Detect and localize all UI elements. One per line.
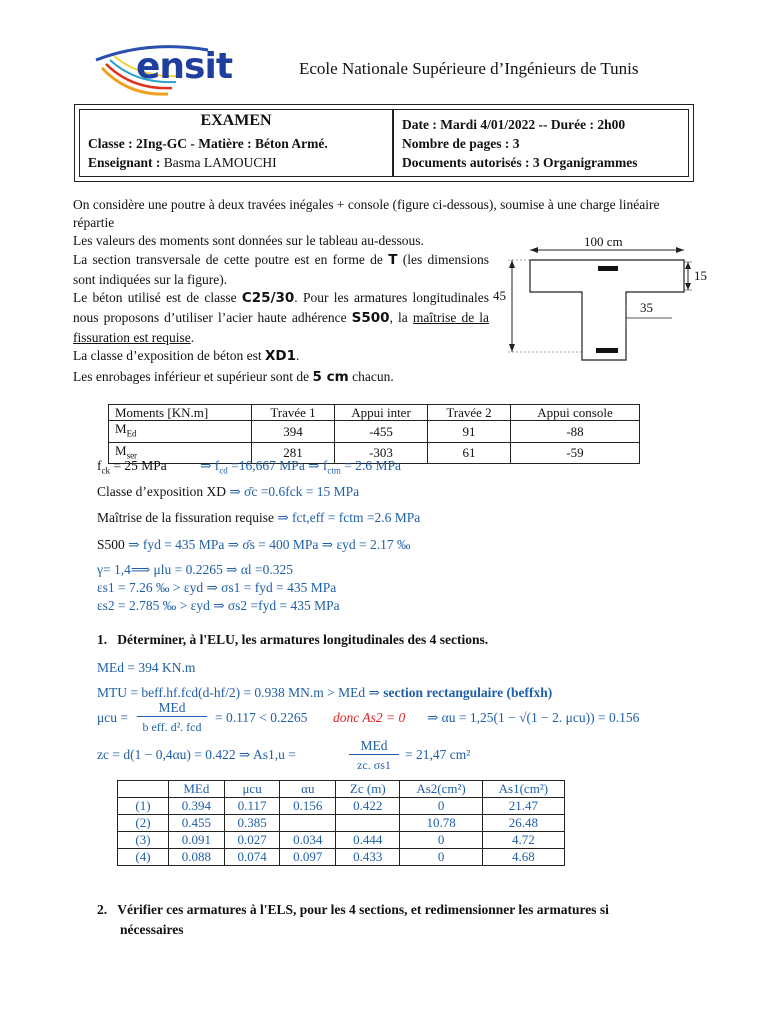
exam-docs: Documents autorisés : 3 Organigrammes xyxy=(402,155,638,170)
results-col-header: μcu xyxy=(224,781,280,798)
table-cell: 0.117 xyxy=(224,798,280,815)
question-1: 1. Déterminer, à l'ELU, les armatures longitudinales des 4 sections. xyxy=(97,632,489,647)
table-cell: 0.455 xyxy=(169,815,225,832)
table-cell: -455 xyxy=(335,421,428,443)
table-cell xyxy=(336,815,400,832)
table-row xyxy=(118,832,565,849)
table-cell: 0.074 xyxy=(224,849,280,866)
table-cell: 0.027 xyxy=(224,832,280,849)
exam-enseignant: Enseignant : Basma LAMOUCHI xyxy=(88,155,277,170)
intro-p2: Les valeurs des moments sont données sur le tableau au-dessous. xyxy=(73,233,424,248)
table-cell: 0.444 xyxy=(336,832,400,849)
table-cell: 0.034 xyxy=(280,832,336,849)
table-row xyxy=(109,421,640,443)
table-cell: -59 xyxy=(511,442,640,464)
calc-fissuration: Maîtrise de la fissuration requise ⇒ fct,eff = fctm =2.6 MPa xyxy=(97,510,421,525)
results-col-header: MEd xyxy=(169,781,225,798)
table-cell: (2) xyxy=(118,815,169,832)
table-cell: 0 xyxy=(400,849,482,866)
calc-gamma: γ= 1,4⟹ μlu = 0.2265 ⇒ αl =0.325 xyxy=(97,562,294,577)
t-section-drawing xyxy=(488,236,708,366)
table-cell: 0.156 xyxy=(280,798,336,815)
table-cell: 26.48 xyxy=(482,815,564,832)
results-col-header xyxy=(118,781,169,798)
moments-col-header: Moments [KN.m] xyxy=(109,405,252,421)
calc-es1: εs1 = 7.26 ‰ > εyd ⇒ σs1 = fyd = 435 MPa xyxy=(97,580,337,595)
table-cell: (1) xyxy=(118,798,169,815)
table-cell: 0.088 xyxy=(169,849,225,866)
school-name: Ecole Nationale Supérieure d’Ingénieurs de Tunis xyxy=(299,59,639,78)
table-cell: 10.78 xyxy=(400,815,482,832)
table-cell: 0.091 xyxy=(169,832,225,849)
results-table xyxy=(117,780,565,866)
table-cell: 0 xyxy=(400,832,482,849)
results-col-header: αu xyxy=(280,781,336,798)
table-cell: (4) xyxy=(118,849,169,866)
q1-as2-zero: donc As2 = 0 xyxy=(333,710,406,725)
moments-header-row xyxy=(109,405,640,421)
intro-p6: Les enrobages inférieur et supérieur sont de 5 cm chacun. xyxy=(73,369,394,385)
logo-text: ensit xyxy=(136,46,233,87)
t-section-figure xyxy=(488,236,708,366)
calc-s500: S500 ⇒ fyd = 435 MPa ⇒ σ̄s = 400 MPa ⇒ εyd = 2.17 ‰ xyxy=(97,537,411,552)
table-cell: 0.394 xyxy=(169,798,225,815)
moments-col-header: Travée 1 xyxy=(252,405,335,421)
table-cell: 0.097 xyxy=(280,849,336,866)
moments-col-header: Appui inter xyxy=(335,405,428,421)
table-row xyxy=(118,849,565,866)
table-cell: 4.72 xyxy=(482,832,564,849)
dim-web-label: 35 xyxy=(640,300,653,315)
moments-table xyxy=(108,404,640,464)
moments-col-header: Appui console xyxy=(511,405,640,421)
exam-pages: Nombre de pages : 3 xyxy=(402,136,520,151)
row-label: $M_{ser}$ xyxy=(109,442,252,464)
intro-p1: On considère une poutre à deux travées inégales + console (figure ci-dessous), soumise à une charge linéaire répartie xyxy=(73,197,660,230)
calc-es2: εs2 = 2.785 ‰ > εyd ⇒ σs2 =fyd = 435 MPa xyxy=(97,598,340,613)
table-cell: -303 xyxy=(335,442,428,464)
table-cell: 21.47 xyxy=(482,798,564,815)
table-cell: 61 xyxy=(428,442,511,464)
calc-exposition: Classe d’exposition XD ⇒ σ̄c =0.6fck = 15 MPa xyxy=(97,484,360,499)
table-cell: -88 xyxy=(511,421,640,443)
exam-header-box xyxy=(74,104,694,182)
intro-p5: La classe d’exposition de béton est XD1. xyxy=(73,348,300,364)
moments-col-header: Travée 2 xyxy=(428,405,511,421)
results-col-header: Zc (m) xyxy=(336,781,400,798)
table-cell: (3) xyxy=(118,832,169,849)
results-col-header: As2(cm²) xyxy=(400,781,482,798)
intro-p3: La section transversale de cette poutre est en forme de T (les dimensions sont indiquées sur la figure). xyxy=(73,252,490,287)
table-row xyxy=(118,798,565,815)
dim-width-label: 100 cm xyxy=(584,234,623,249)
intro-p4: Le béton utilisé est de classe C25/30. Pour les armatures longitudinales nous proposons d’utiliser l’acier haute adhérence S500, la maîtrise de la fissuration est requise. xyxy=(73,290,490,345)
table-cell: 0.385 xyxy=(224,815,280,832)
teacher-name: Basma LAMOUCHI xyxy=(163,155,277,170)
table-cell xyxy=(280,815,336,832)
table-row xyxy=(118,815,565,832)
results-col-header: As1(cm²) xyxy=(482,781,564,798)
exam-left-cell xyxy=(79,109,393,177)
exam-right-cell xyxy=(393,109,689,177)
results-header-row xyxy=(118,781,565,798)
calc-fck: $f_{ck} = 25$ MPa ⇒ $f_{cd} =16,667$ MPa ⇒ $f_{ctm} = 2.6$ MPa xyxy=(97,458,401,476)
exam-title: EXAMEN xyxy=(200,112,272,129)
exam-classe: Classe : 2Ing-GC - Matière : Béton Armé. xyxy=(88,136,328,151)
question-2: 2. Vérifier ces armatures à l'ELS, pour les 4 sections, et redimensionner les armatures si xyxy=(97,902,609,917)
table-cell: 4.68 xyxy=(482,849,564,866)
table-cell: 0.422 xyxy=(336,798,400,815)
ensit-logo xyxy=(88,38,268,104)
dim-flange-label: 15 xyxy=(694,268,707,283)
q1-mtu: MTU = beff.hf.fcd(d-hf/2) = 0.938 MN.m > MEd ⇒ section rectangulaire (beffxh) xyxy=(97,685,553,700)
exam-date: Date : Mardi 4/01/2022 -- Durée : 2h00 xyxy=(402,117,626,132)
dim-height-label: 45 xyxy=(493,288,506,303)
q1-med: MEd = 394 KN.m xyxy=(97,660,196,675)
fissuration-underlined: maîtrise de la fissuration est requise xyxy=(73,310,490,345)
table-cell: 281 xyxy=(252,442,335,464)
table-cell: 394 xyxy=(252,421,335,443)
table-cell: 0 xyxy=(400,798,482,815)
table-cell: 0.433 xyxy=(336,849,400,866)
question-2-cont: nécessaires xyxy=(120,922,184,937)
table-cell: 91 xyxy=(428,421,511,443)
row-label: $M_{Ed}$ xyxy=(109,421,252,443)
